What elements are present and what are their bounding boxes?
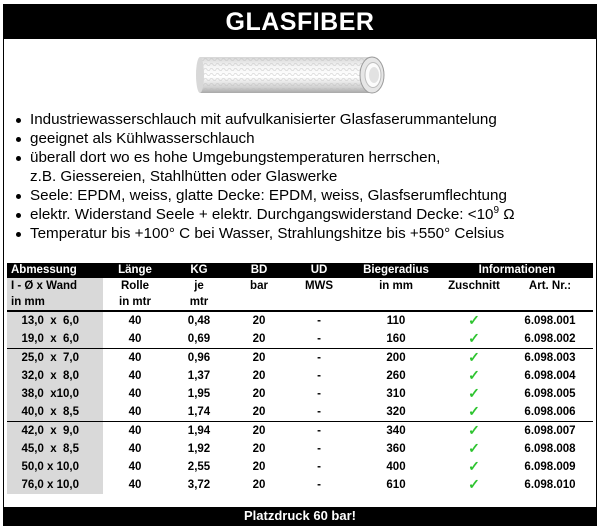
check-icon: ✓: [468, 349, 480, 365]
weight-cell: 1,95: [187, 388, 211, 400]
sub-header: bar: [250, 280, 268, 292]
length-cell: 40: [128, 388, 142, 400]
feature-item: Temperatur bis +100° C bei Wasser, Strahlungshitze bis +550° Celsius: [12, 224, 592, 243]
article-number-cell: 6.098.005: [524, 388, 576, 400]
spec-table: [7, 263, 593, 494]
table-row: [7, 330, 593, 349]
bd-cell: 20: [252, 370, 266, 382]
cut-cell: [441, 349, 507, 368]
table-row: [7, 367, 593, 385]
bend-radius-cell: 320: [386, 406, 406, 418]
ud-cell: -: [317, 461, 321, 473]
dimension-cell: 19,0 x 6,0: [7, 330, 103, 349]
check-icon: ✓: [468, 422, 480, 438]
sub-header: in mm: [379, 280, 413, 292]
length-cell: 40: [103, 311, 167, 330]
sub-header: mtr: [189, 296, 209, 308]
table-row: [7, 422, 593, 441]
article-number-cell: 6.098.010: [524, 479, 576, 491]
table-row: [7, 458, 593, 476]
length-cell: 40: [103, 349, 167, 368]
check-icon: ✓: [468, 367, 480, 383]
bd-cell: 20: [252, 479, 266, 491]
table-subheader-row: [7, 294, 593, 311]
empty-cell: [351, 294, 441, 311]
col-header: Abmessung: [7, 263, 103, 278]
bd-cell: 20: [231, 422, 287, 441]
bd-cell: 20: [252, 443, 266, 455]
sub-header: Zuschnitt: [448, 280, 500, 292]
feature-item: Industriewasserschlauch mit aufvulkanisierter Glasfaserummantelung: [12, 110, 592, 129]
feature-item: überall dort wo es hohe Umgebungstemperaturen herrschen,: [12, 148, 592, 167]
pressure-footer: Platzdruck 60 bar!: [4, 507, 596, 525]
bd-cell: 20: [252, 461, 266, 473]
article-number-cell: 6.098.004: [524, 370, 576, 382]
empty-cell: [287, 294, 351, 311]
feature-item: geeignet als Kühlwasserschlauch: [12, 129, 592, 148]
ud-cell: -: [317, 443, 321, 455]
weight-cell: 1,37: [187, 370, 211, 382]
col-header: Länge: [103, 263, 167, 278]
weight-cell: 0,48: [167, 311, 231, 330]
length-cell: 40: [103, 422, 167, 441]
table-row: [7, 385, 593, 403]
col-header: KG: [167, 263, 231, 278]
length-cell: 40: [128, 370, 142, 382]
product-title: GLASFIBER: [4, 5, 596, 39]
bend-radius-cell: 360: [386, 443, 406, 455]
feature-list: [12, 110, 592, 243]
article-number-cell: 6.098.007: [507, 422, 593, 441]
length-cell: 40: [128, 479, 142, 491]
col-header: Biegeradius: [351, 263, 441, 278]
sub-header: Rolle: [120, 280, 150, 292]
ud-cell: -: [317, 333, 321, 345]
bend-radius-cell: 160: [386, 333, 406, 345]
weight-cell: 0,96: [167, 349, 231, 368]
table-row: [7, 311, 593, 330]
dimension-cell: 13,0 x 6,0: [7, 311, 103, 330]
weight-cell: 0,69: [187, 333, 211, 345]
product-sheet: [3, 4, 597, 526]
bd-cell: 20: [252, 333, 266, 345]
length-cell: 40: [128, 333, 142, 345]
sub-header: I - Ø x Wand: [7, 278, 103, 294]
weight-cell: 1,74: [187, 406, 211, 418]
article-number-cell: 6.098.008: [524, 443, 576, 455]
cut-cell: [441, 385, 507, 403]
bend-radius-cell: 110: [351, 311, 441, 330]
sub-header: je: [194, 280, 204, 292]
col-header: UD: [287, 263, 351, 278]
bd-cell: 20: [231, 349, 287, 368]
col-header: BD: [231, 263, 287, 278]
empty-cell: [441, 294, 507, 311]
check-icon: ✓: [468, 403, 480, 419]
dimension-cell: 32,0 x 8,0: [7, 367, 103, 385]
weight-cell: 1,92: [187, 443, 211, 455]
cut-cell: [441, 476, 507, 494]
bend-radius-cell: 340: [351, 422, 441, 441]
check-icon: ✓: [468, 458, 480, 474]
ud-cell: -: [317, 388, 321, 400]
ud-cell: -: [317, 406, 321, 418]
check-icon: ✓: [468, 312, 480, 328]
cut-cell: [441, 330, 507, 349]
table-header-row: [7, 263, 593, 278]
bend-radius-cell: 400: [386, 461, 406, 473]
cut-cell: [441, 422, 507, 441]
sub-header: Art. Nr.:: [528, 280, 572, 292]
table-row: [7, 349, 593, 368]
cut-cell: [441, 440, 507, 458]
empty-cell: [231, 294, 287, 311]
bd-cell: 20: [252, 406, 266, 418]
ud-cell: -: [287, 349, 351, 368]
table-row: [7, 403, 593, 422]
cut-cell: [441, 458, 507, 476]
sub-header: MWS: [304, 280, 334, 292]
bend-radius-cell: 310: [386, 388, 406, 400]
article-number-cell: 6.098.002: [524, 333, 576, 345]
feature-item-continuation: z.B. Giessereien, Stahlhütten oder Glaswerke: [30, 168, 338, 185]
table-row: [7, 440, 593, 458]
bend-radius-cell: 610: [386, 479, 406, 491]
dimension-cell: 38,0 x10,0: [7, 385, 103, 403]
length-cell: 40: [128, 461, 142, 473]
table-row: [7, 476, 593, 494]
check-icon: ✓: [468, 476, 480, 492]
glass-fiber-hose-image: [186, 47, 392, 103]
bd-cell: 20: [252, 388, 266, 400]
length-cell: 40: [128, 406, 142, 418]
bd-cell: 20: [231, 311, 287, 330]
check-icon: ✓: [468, 330, 480, 346]
sub-header: in mtr: [119, 296, 151, 308]
weight-cell: 2,55: [187, 461, 211, 473]
ud-cell: -: [287, 311, 351, 330]
feature-item: Seele: EPDM, weiss, glatte Decke: EPDM, weiss, Glasfserumflechtung: [12, 186, 592, 205]
cut-cell: [441, 367, 507, 385]
dimension-cell: 40,0 x 8,5: [7, 403, 103, 422]
article-number-cell: 6.098.006: [524, 406, 576, 418]
check-icon: ✓: [468, 440, 480, 456]
dimension-cell: 50,0 x 10,0: [7, 458, 103, 476]
dimension-cell: 45,0 x 8,5: [7, 440, 103, 458]
bend-radius-cell: 200: [351, 349, 441, 368]
dimension-cell: 76,0 x 10,0: [7, 476, 103, 494]
ud-cell: -: [317, 479, 321, 491]
dimension-cell: 42,0 x 9,0: [7, 422, 103, 441]
weight-cell: 1,94: [167, 422, 231, 441]
bend-radius-cell: 260: [386, 370, 406, 382]
cut-cell: [441, 311, 507, 330]
table-subheader-row: [7, 278, 593, 294]
dimension-cell: 25,0 x 7,0: [7, 349, 103, 368]
col-header: Informationen: [441, 263, 593, 278]
article-number-cell: 6.098.009: [524, 461, 576, 473]
ud-cell: -: [317, 370, 321, 382]
article-number-cell: 6.098.003: [507, 349, 593, 368]
ud-cell: -: [287, 422, 351, 441]
length-cell: 40: [128, 443, 142, 455]
cut-cell: [441, 403, 507, 422]
empty-cell: [507, 294, 593, 311]
sub-header: in mm: [7, 294, 103, 311]
feature-item: elektr. Widerstand Seele + elektr. Durchgangswiderstand Decke: $<10^9$ Ω: [12, 205, 592, 224]
hose-image: [186, 47, 392, 103]
check-icon: ✓: [468, 385, 480, 401]
weight-cell: 3,72: [187, 479, 211, 491]
article-number-cell: 6.098.001: [507, 311, 593, 330]
